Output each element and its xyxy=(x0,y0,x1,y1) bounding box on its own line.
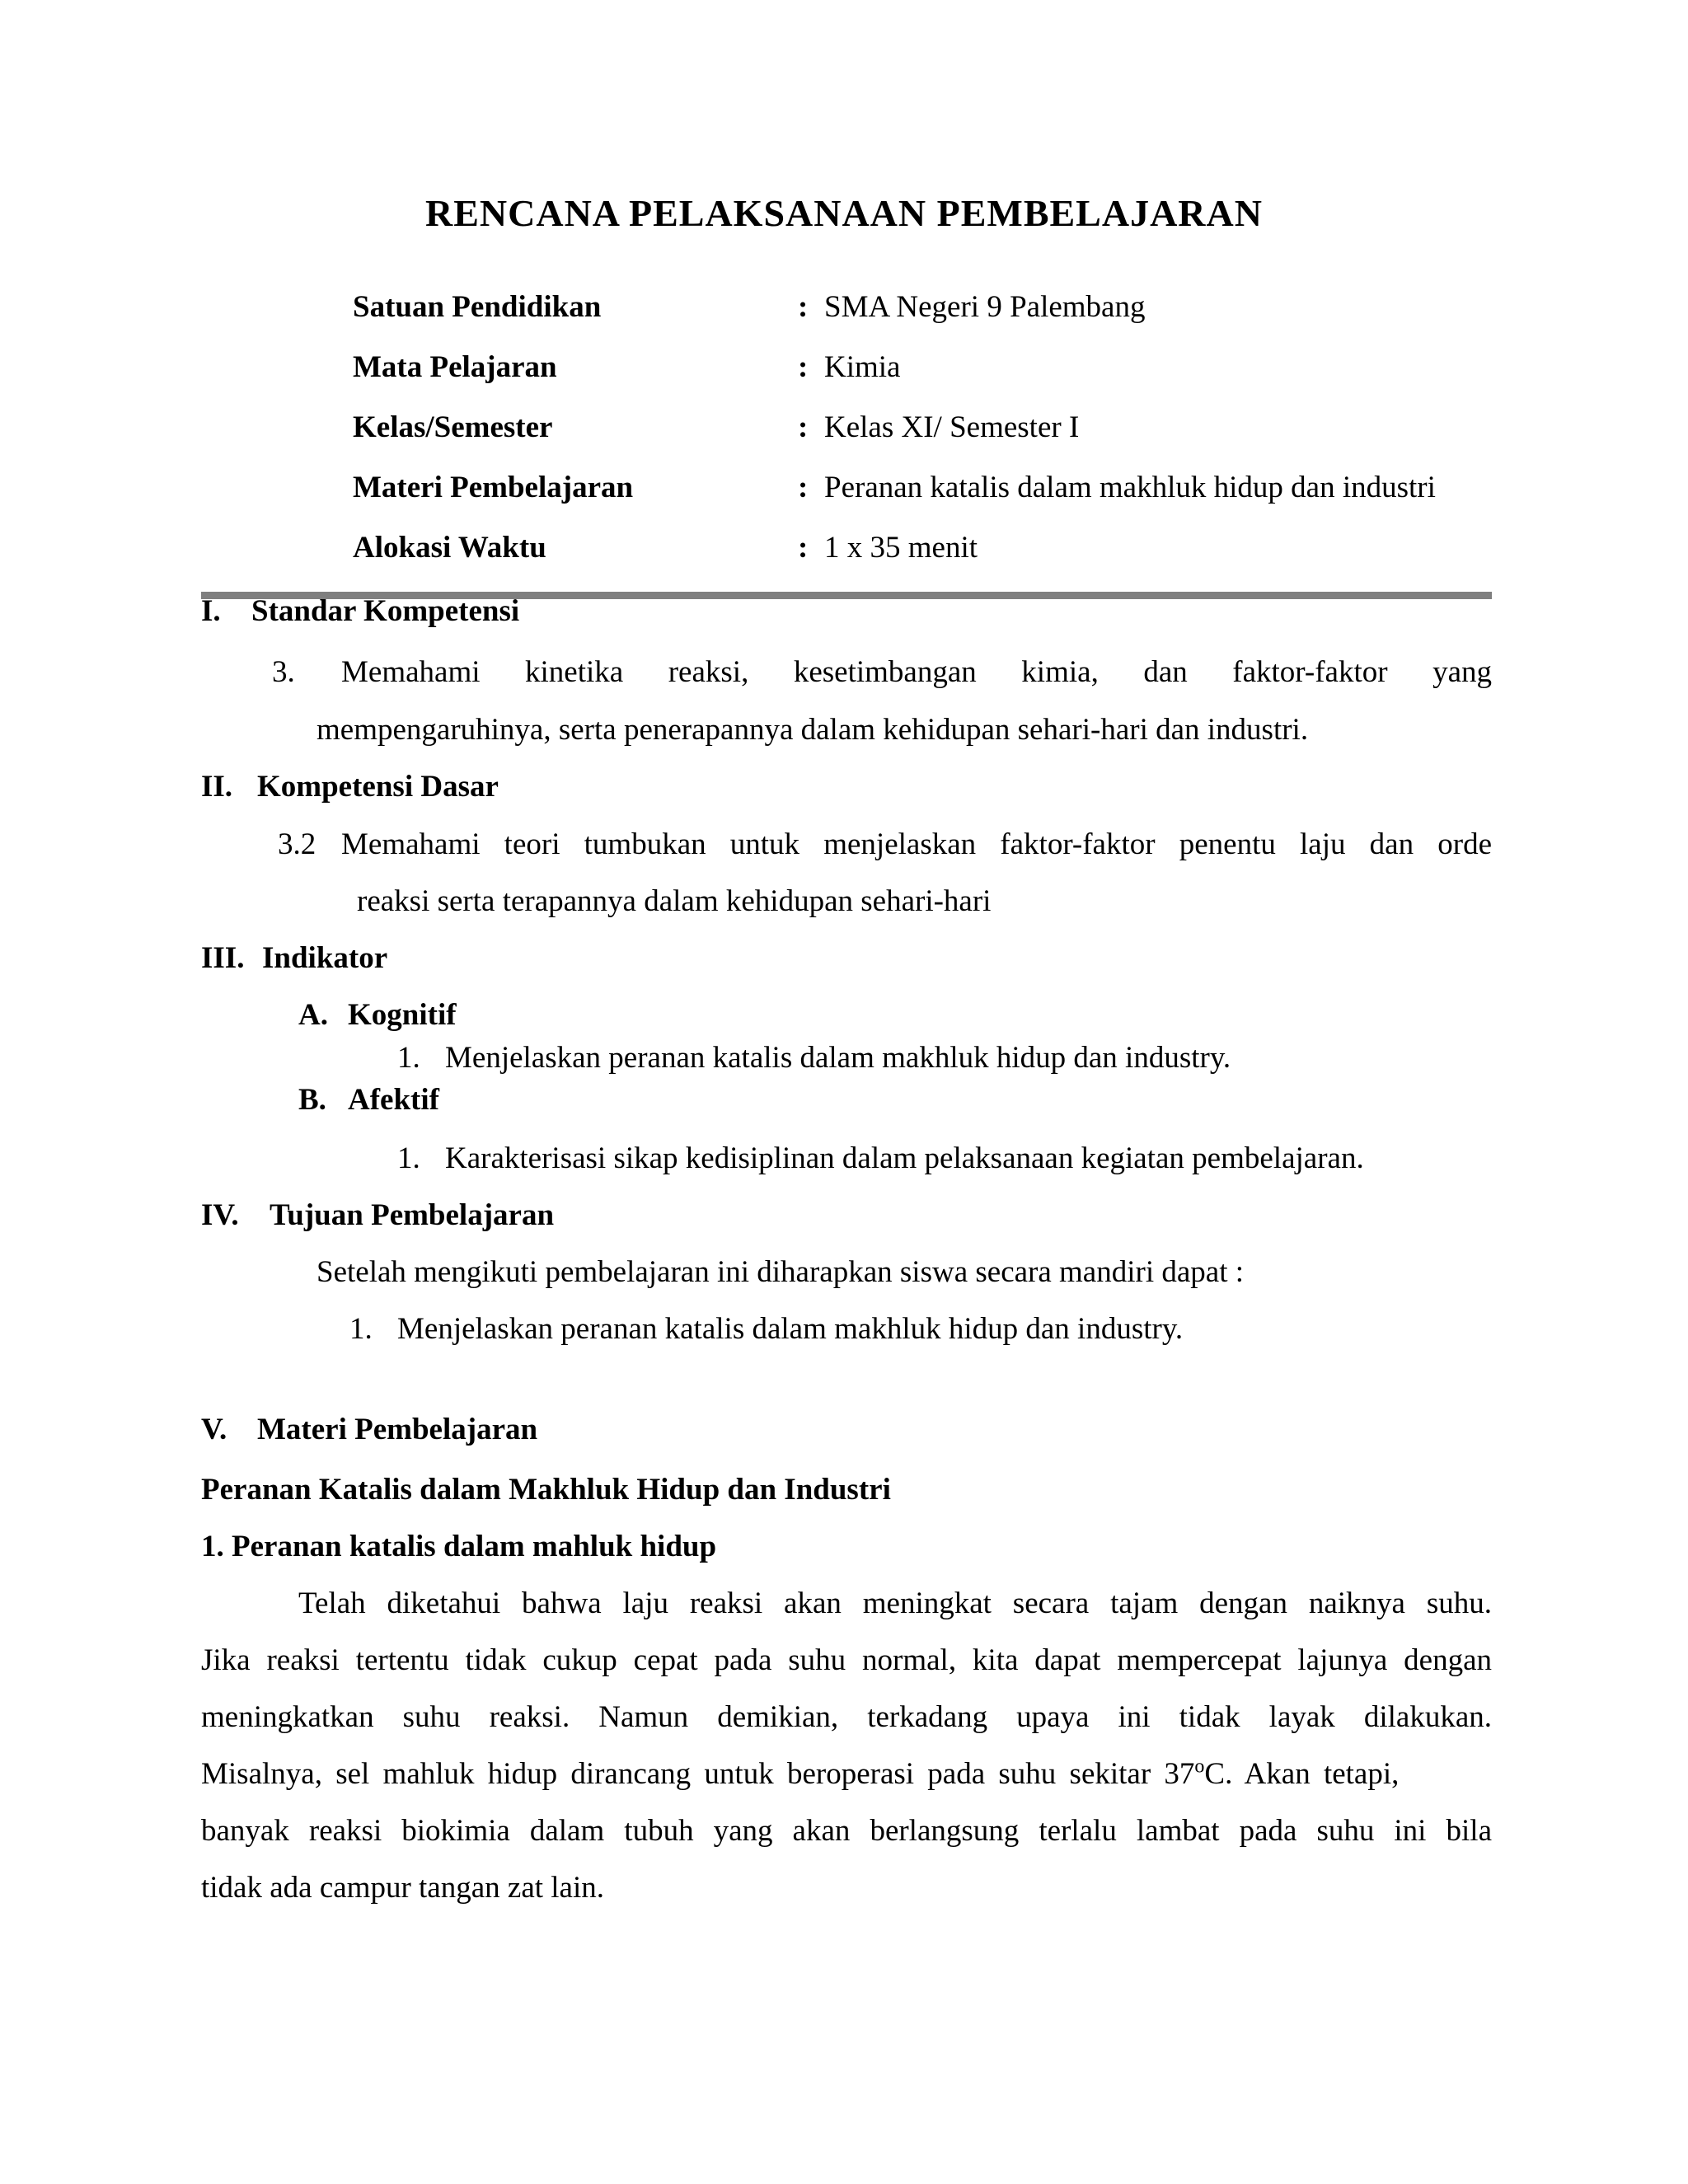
item-number: 1. xyxy=(397,1041,420,1075)
info-label: Alokasi Waktu xyxy=(353,531,546,565)
paragraph-line: Setelah mengikuti pembelajaran ini diharapkan siswa secara mandiri dapat : xyxy=(316,1255,1245,1289)
section-heading-standar-kompetensi: Standar Kompetensi xyxy=(251,594,520,628)
info-colon: : xyxy=(798,410,809,444)
subsection-number: B. xyxy=(298,1083,326,1117)
info-value: Kimia xyxy=(824,350,901,384)
paragraph-text: Misalnya, sel mahluk hidup dirancang untuk beroperasi pada suhu sekitar 37 xyxy=(201,1757,1195,1791)
subsection-kognitif: Kognitif xyxy=(348,998,457,1032)
section-number: III. xyxy=(201,941,245,975)
section-number: II. xyxy=(201,770,233,804)
paragraph-line: Memahami teori tumbukan untuk menjelaskan faktor-faktor penentu laju dan orde xyxy=(341,827,1492,861)
info-label: Kelas/Semester xyxy=(353,410,553,444)
paragraph-line: Jika reaksi tertentu tidak cukup cepat pada suhu normal, kita dapat mempercepat lajunya dengan xyxy=(201,1643,1492,1677)
info-colon: : xyxy=(798,350,809,384)
info-colon: : xyxy=(798,471,809,504)
section-heading-indikator: Indikator xyxy=(262,941,388,975)
paragraph-line: tidak ada campur tangan zat lain. xyxy=(201,1871,605,1905)
paragraph-line-temperature xyxy=(201,1750,1492,1799)
item-number: 1. xyxy=(349,1312,373,1346)
section-number: IV. xyxy=(201,1198,239,1232)
info-label: Satuan Pendidikan xyxy=(353,290,602,324)
subsection-afektif: Afektif xyxy=(348,1083,439,1117)
info-colon: : xyxy=(798,290,809,324)
section-heading-tujuan: Tujuan Pembelajaran xyxy=(270,1198,555,1232)
info-label: Materi Pembelajaran xyxy=(353,471,634,504)
paragraph-line: Telah diketahui bahwa laju reaksi akan meningkat secara tajam dengan naiknya suhu. xyxy=(298,1586,1492,1620)
content-subheading: 1. Peranan katalis dalam mahluk hidup xyxy=(201,1530,717,1563)
info-label: Mata Pelajaran xyxy=(353,350,557,384)
paragraph-text: C. Akan tetapi, xyxy=(1204,1757,1400,1791)
degree-superscript: o xyxy=(1194,1755,1205,1778)
paragraph-line: meningkatkan suhu reaksi. Namun demikian, terkadang upaya ini tidak layak dilakukan. xyxy=(201,1700,1492,1734)
list-item: Menjelaskan peranan katalis dalam makhluk hidup dan industry. xyxy=(445,1041,1231,1075)
page-title: RENCANA PELAKSANAAN PEMBELAJARAN xyxy=(425,192,1263,234)
paragraph-line: reaksi serta terapannya dalam kehidupan sehari-hari xyxy=(357,884,992,918)
item-number: 3.2 xyxy=(278,827,316,861)
content-subtitle: Peranan Katalis dalam Makhluk Hidup dan Industri xyxy=(201,1473,891,1507)
info-value: 1 x 35 menit xyxy=(824,531,978,565)
section-number: V. xyxy=(201,1413,227,1446)
paragraph-line: Memahami kinetika reaksi, kesetimbangan kimia, dan faktor-faktor yang xyxy=(341,655,1492,689)
list-item: Menjelaskan peranan katalis dalam makhluk hidup dan industry. xyxy=(397,1312,1184,1346)
section-number: I. xyxy=(201,594,221,628)
item-number: 1. xyxy=(397,1141,420,1175)
item-number: 3. xyxy=(272,655,295,689)
subsection-number: A. xyxy=(298,998,328,1032)
section-heading-kompetensi-dasar: Kompetensi Dasar xyxy=(257,770,499,804)
info-colon: : xyxy=(798,531,809,565)
paragraph-line: mempengaruhinya, serta penerapannya dalam kehidupan sehari-hari dan industri. xyxy=(316,713,1309,747)
info-value: SMA Negeri 9 Palembang xyxy=(824,290,1146,324)
section-heading-materi: Materi Pembelajaran xyxy=(257,1413,538,1446)
info-value: Peranan katalis dalam makhluk hidup dan industri xyxy=(824,471,1436,504)
info-value: Kelas XI/ Semester I xyxy=(824,410,1080,444)
list-item: Karakterisasi sikap kedisiplinan dalam pelaksanaan kegiatan pembelajaran. xyxy=(445,1141,1364,1175)
paragraph-line: banyak reaksi biokimia dalam tubuh yang akan berlangsung terlalu lambat pada suhu ini bila xyxy=(201,1814,1492,1848)
